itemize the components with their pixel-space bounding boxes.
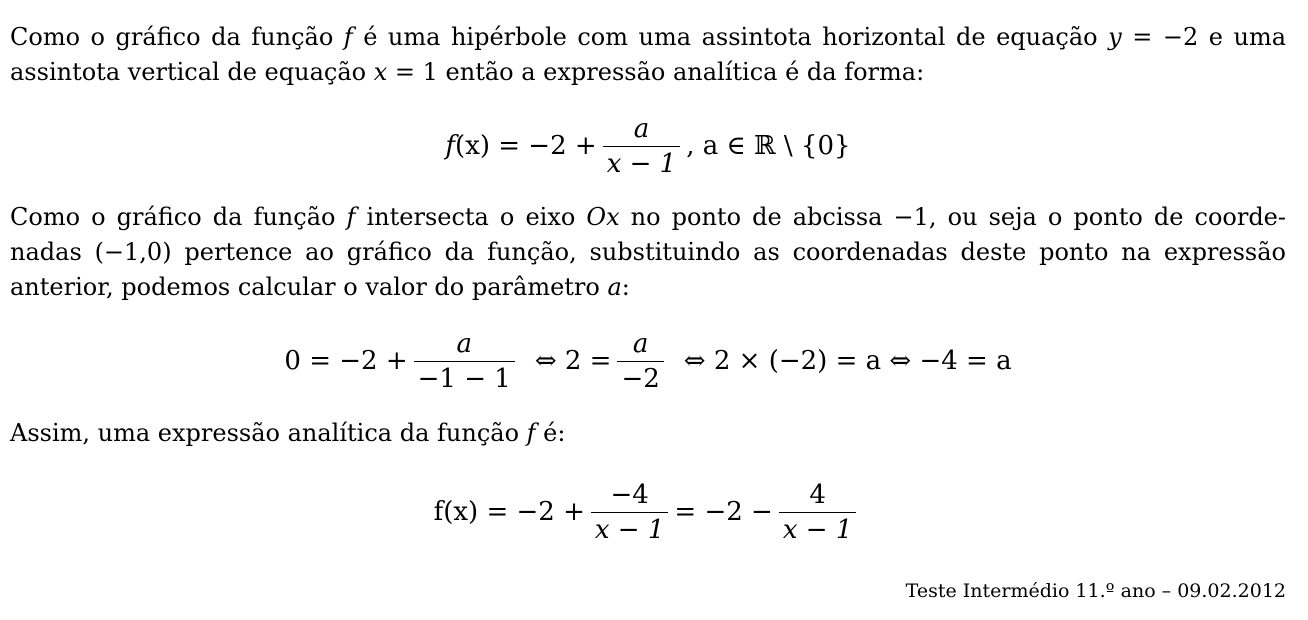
math-f: f [526, 419, 536, 447]
math-equation: = −2 [1121, 23, 1199, 51]
text: : [621, 273, 630, 301]
paragraph-line: nadas (−1,0) pertence ao gráfico da função, substituindo as coordenadas deste ponto na expressão [10, 238, 1286, 266]
formula-final-expression [10, 474, 1286, 550]
fraction [591, 478, 669, 547]
text: anterior, podemos calcular o valor do parâmetro [10, 273, 608, 301]
text: é uma hipérbole com uma assintota horizontal de equação [352, 23, 1109, 51]
formula-part: ⇔ 2 = [534, 346, 612, 376]
math-equation: = 1 [387, 58, 438, 86]
formula-domain: , a ∈ ℝ \ {0} [686, 131, 851, 161]
formula-part: 0 = −2 + [284, 346, 408, 376]
formula-solve-a [10, 323, 1286, 399]
fraction [617, 327, 663, 396]
paragraph-line [10, 416, 1286, 451]
fraction-denominator: x − 1 [606, 148, 677, 179]
text: Assim, uma expressão analítica da função [10, 419, 527, 447]
math-x: x [373, 58, 388, 86]
math-f: f [346, 203, 356, 231]
fraction-numerator: −4 [610, 479, 649, 510]
formula-general-form [10, 108, 1286, 184]
paragraph-intersection [10, 200, 1286, 305]
fraction [603, 112, 681, 181]
paragraph-line [10, 200, 1286, 235]
math-ox: Ox [586, 203, 620, 231]
formula-lhs: (x) = −2 + [455, 131, 597, 161]
fraction-numerator: a [633, 113, 650, 144]
fraction-numerator: a [632, 328, 649, 359]
paragraph-line [10, 20, 1286, 55]
text: então a expressão analítica é da forma: [437, 58, 925, 86]
paragraph-asymptotes [10, 20, 1286, 90]
text: Como o gráfico da função [10, 203, 347, 231]
paragraph-line [10, 55, 1286, 90]
math-a: a [607, 273, 622, 301]
math-f: f [343, 23, 353, 51]
formula-part: ⇔ 2 × (−2) = a ⇔ −4 = a [683, 346, 1012, 376]
fraction [414, 327, 515, 396]
paragraph-line [10, 270, 1286, 305]
text: e uma [1198, 23, 1287, 51]
text: é: [535, 419, 566, 447]
formula-lhs: f(x) = −2 + [433, 497, 585, 527]
text: no ponto de abcissa −1, ou seja o ponto de coorde- [619, 203, 1286, 231]
paragraph-conclusion [10, 416, 1286, 451]
text: intersecta o eixo [355, 203, 587, 231]
fraction-denominator: x − 1 [594, 514, 665, 545]
math-f: f [445, 131, 456, 161]
fraction-denominator: −1 − 1 [417, 363, 511, 394]
fraction-numerator: 4 [809, 479, 826, 510]
text: assintota vertical de equação [10, 58, 374, 86]
math-y: y [1108, 23, 1122, 51]
fraction-numerator: a [456, 328, 472, 359]
formula-part: = −2 − [674, 497, 773, 527]
source-citation: Teste Intermédio 11.º ano – 09.02.2012 [905, 580, 1286, 602]
document-page [10, 0, 1286, 620]
fraction-denominator: −2 [621, 363, 660, 394]
text: Como o gráfico da função [10, 23, 344, 51]
fraction [779, 478, 857, 547]
fraction-denominator: x − 1 [782, 514, 853, 545]
